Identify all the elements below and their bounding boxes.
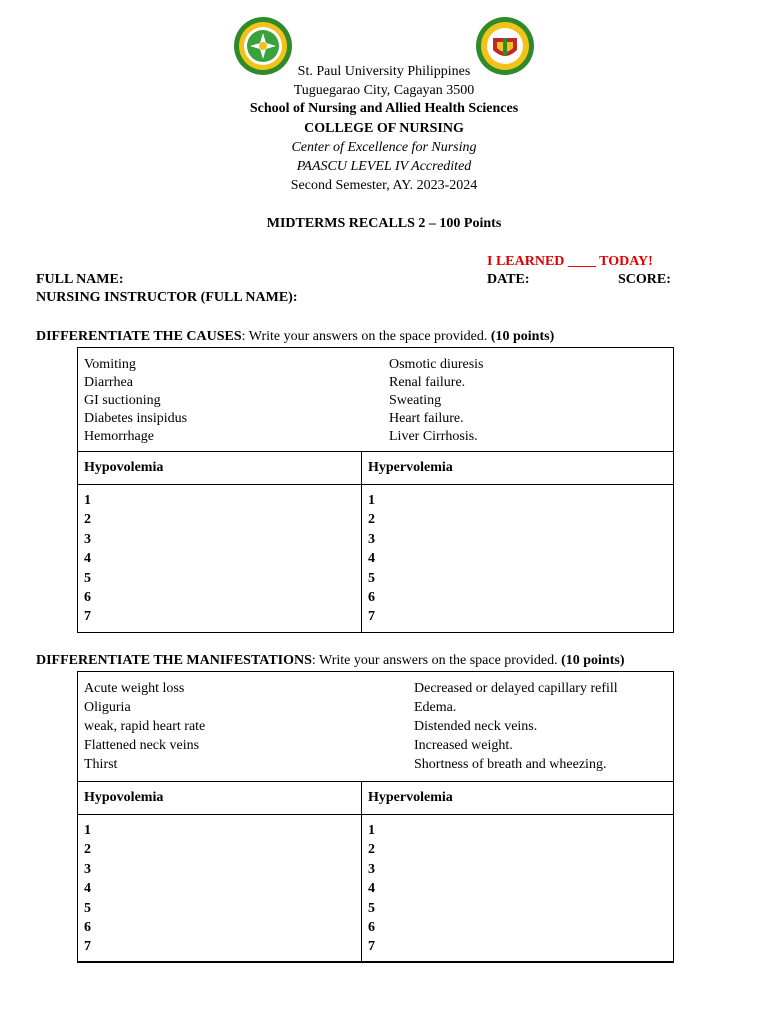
answer-number: 6: [84, 589, 91, 605]
answer-number: 2: [368, 512, 375, 528]
option-item: Liver Cirrhosis.: [389, 429, 478, 444]
section1-col1-header: Hypovolemia: [84, 460, 164, 475]
college-name: COLLEGE OF NURSING: [304, 121, 464, 136]
answer-number: 7: [84, 609, 91, 625]
answer-number: 2: [368, 842, 375, 858]
option-item: Distended neck veins.: [414, 719, 538, 734]
option-item: Thirst: [84, 757, 118, 772]
option-item: Edema.: [414, 700, 457, 715]
answer-number: 7: [368, 939, 375, 955]
section2-divider: [77, 781, 674, 782]
section2-header-divider: [77, 814, 674, 815]
option-item: Sweating: [389, 393, 442, 408]
option-item: Acute weight loss: [84, 681, 185, 696]
section2-col1-header: Hypovolemia: [84, 790, 164, 805]
university-name: St. Paul University Philippines: [297, 64, 471, 79]
option-item: Shortness of breath and wheezing.: [414, 757, 607, 772]
section2-heading: [36, 652, 624, 670]
section1-title: DIFFERENTIATE THE CAUSES: [36, 329, 242, 344]
answer-number: 3: [84, 531, 91, 547]
answer-number: 2: [84, 512, 91, 528]
answer-number: 7: [368, 609, 375, 625]
option-item: Increased weight.: [414, 738, 513, 753]
score-label: SCORE:: [618, 272, 671, 287]
option-item: Renal failure.: [389, 375, 466, 390]
section2-column-divider: [361, 781, 362, 963]
option-item: Flattened neck veins: [84, 738, 200, 753]
option-item: Oliguria: [84, 700, 131, 715]
school-name: School of Nursing and Allied Health Sciences: [249, 101, 519, 116]
answer-number: 1: [84, 493, 91, 508]
section1-col1-numbers: [84, 491, 91, 627]
option-item: Osmotic diuresis: [389, 357, 484, 372]
full-name-label: FULL NAME:: [36, 272, 124, 287]
section2-left-options: [84, 679, 205, 774]
answer-number: 4: [368, 551, 375, 567]
section1-instructions: : Write your answers on the space provided.: [241, 329, 491, 344]
answer-number: 4: [84, 551, 91, 567]
answer-number: 6: [368, 919, 375, 935]
section2-right-options: [414, 679, 618, 774]
answer-number: 1: [84, 823, 91, 838]
option-item: Heart failure.: [389, 411, 464, 426]
answer-number: 4: [84, 881, 91, 897]
instructor-label: NURSING INSTRUCTOR (FULL NAME):: [36, 290, 298, 305]
option-item: Vomiting: [84, 357, 136, 372]
section2-instructions: : Write your answers on the space provided.: [311, 653, 562, 668]
answer-number: 5: [84, 570, 91, 586]
option-item: Decreased or delayed capillary refill: [414, 681, 618, 696]
answer-number: 6: [368, 589, 375, 605]
semester-line: Second Semester, AY. 2023-2024: [290, 178, 478, 193]
answer-number: 5: [368, 900, 375, 916]
section1-col2-header: Hypervolemia: [368, 460, 453, 475]
accreditation-line: PAASCU LEVEL IV Accredited: [296, 159, 472, 174]
answer-number: 7: [84, 939, 91, 955]
section1-points: (10 points): [490, 329, 555, 344]
exam-title: MIDTERMS RECALLS 2 – 100 Points: [266, 216, 502, 231]
answer-number: 4: [368, 881, 375, 897]
answer-number: 5: [368, 570, 375, 586]
answer-number: 3: [368, 531, 375, 547]
answer-number: 2: [84, 842, 91, 858]
option-item: Diarrhea: [84, 375, 133, 390]
option-item: weak, rapid heart rate: [84, 719, 206, 734]
section2-col1-numbers: [84, 821, 91, 957]
answer-number: 5: [84, 900, 91, 916]
section1-left-options: [84, 356, 187, 446]
answer-number: 1: [368, 823, 375, 838]
answer-number: 6: [84, 919, 91, 935]
learned-today-label: I LEARNED ____ TODAY!: [487, 254, 653, 269]
section2-title: DIFFERENTIATE THE MANIFESTATIONS: [36, 653, 312, 668]
date-label: DATE:: [487, 272, 530, 287]
section1-header-divider: [77, 484, 674, 485]
section1-divider: [77, 451, 674, 452]
excellence-tagline: Center of Excellence for Nursing: [291, 140, 477, 155]
university-location: Tuguegarao City, Cagayan 3500: [293, 83, 475, 98]
section2-col2-header: Hypervolemia: [368, 790, 453, 805]
option-item: Hemorrhage: [84, 429, 154, 444]
section2-points: (10 points): [561, 653, 625, 668]
section1-col2-numbers: [368, 491, 375, 627]
option-item: Diabetes insipidus: [84, 411, 188, 426]
answer-number: 3: [368, 861, 375, 877]
section2-col2-numbers: [368, 821, 375, 957]
section1-heading: [36, 328, 554, 346]
answer-number: 3: [84, 861, 91, 877]
option-item: GI suctioning: [84, 393, 161, 408]
section1-right-options: [389, 356, 484, 446]
section1-column-divider: [361, 451, 362, 633]
answer-number: 1: [368, 493, 375, 508]
